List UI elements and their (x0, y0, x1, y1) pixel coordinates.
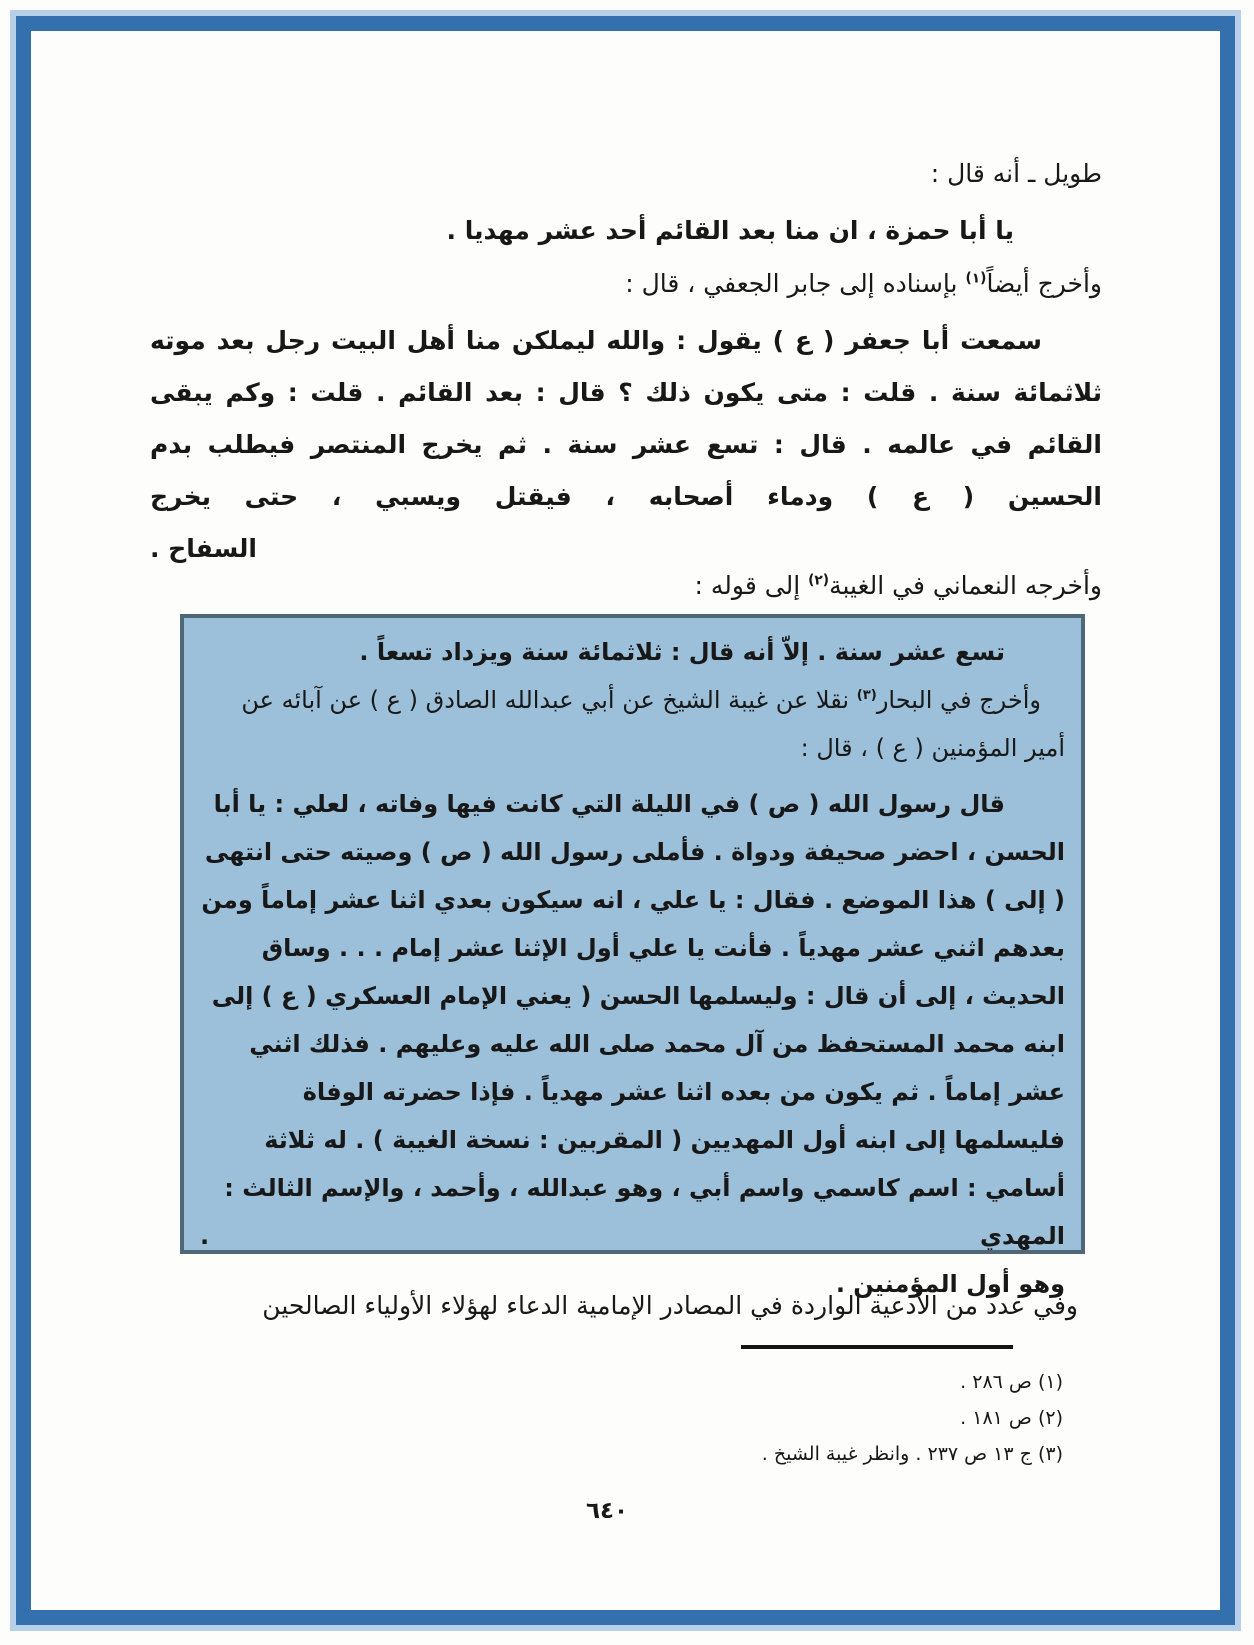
intro-line: طويل ـ أنه قال : (930, 159, 1102, 188)
nomani-line (150, 560, 1102, 612)
isnad-line (150, 258, 1102, 310)
highlighted-passage (180, 614, 1085, 1298)
hadith-quote-4: قال رسول الله ( ص ) في الليلة التي كانت فيها وفاته ، لعلي : يا أبا الحسن ، احضر صحيفة ودواة . فأملى رسول الله ( ص ) وصيته حتى انتهى ( إلى ) هذا الموضع . فقال : يا علي ، انه سيكون بعدي اثنا عشر إماماً ومن بعدهم اثني عشر مهدياً . فأنت يا علي أول الإثنا عشر إمام . . . وساق الحديث ، إلى أن قال : وليسلمها الحسن ( يعني الإمام العسكري ( ع ) إلى ابنه محمد المستحفظ من آل محمد صلى الله عليه وعليهم . فذلك اثني عشر إماماً . ثم يكون من بعده اثنا عشر مهدياً . فإذا حضرته الوفاة فليسلمها إلى ابنه أول المهديين ( المقربين : نسخة الغيبة ) . له ثلاثة أسامي : اسم كاسمي واسم أبي ، وهو عبدالله ، وأحمد ، والإسم الثالث : المهدي . (200, 790, 1065, 1250)
footnote-marker-1: (١) (965, 270, 987, 287)
bihar-line (200, 676, 1065, 772)
hadith-quote-1: يا أبا حمزة ، ان منا بعد القائم أحد عشر مهديا . (446, 216, 1014, 245)
footnote-separator (741, 1345, 1013, 1349)
highlight-quote-3: تسع عشر سنة . إلاّ أنه قال : ثلاثمائة سنة ويزداد تسعاً . (359, 638, 1005, 666)
nomani-text-before: وأخرجه النعماني في الغيبة (829, 571, 1102, 600)
footnotes (200, 1364, 1063, 1472)
bihar-text-before: وأخرج في البحار (876, 686, 1041, 714)
isnad-text-before: وأخرج أيضاً (986, 269, 1102, 298)
hadith-quote-2: سمعت أبا جعفر ( ع ) يقول : والله ليملكن منا أهل البيت رجل بعد موته ثلاثمائة سنة . قلت : متى يكون ذلك ؟ قال : بعد القائم . قلت : وكم يبقى القائم في عالمه . قال : تسع عشر سنة . ثم يخرج المنتصر فيطلب بدم الحسين ( ع ) ودماء أصحابه ، فيقتل ويسبي ، حتى يخرج (150, 326, 1102, 511)
footnote-marker-2: (٢) (808, 572, 830, 589)
footnote-item-2: (٢) ص ١٨١ . (960, 1407, 1063, 1429)
footnote-marker-3: (٣) (856, 688, 877, 703)
closing-line: وفي عدد من الأدعية الواردة في المصادر الإمامية الدعاء لهؤلاء الأولياء الصالحين (262, 1291, 1078, 1320)
hadith-quote-4-tail: وهو أول المؤمنين . (835, 1270, 1065, 1298)
isnad-text-after: بإسناده إلى جابر الجعفي ، قال : (625, 269, 966, 298)
footnote-item-1: (١) ص ٢٨٦ . (960, 1371, 1063, 1393)
hadith-quote-2-tail: السفاح . (150, 534, 257, 563)
nomani-text-after: إلى قوله : (694, 571, 809, 600)
page-number: ٦٤٠ (585, 1498, 629, 1524)
footnote-item-3: (٣) ج ١٣ ص ٢٣٧ . وانظر غيبة الشيخ . (761, 1443, 1063, 1465)
bihar-text-after: نقلا عن غيبة الشيخ عن أبي عبدالله الصادق ( ع ) عن آبائه عن أمير المؤمنين ( ع ) ، قال : (241, 686, 1065, 762)
